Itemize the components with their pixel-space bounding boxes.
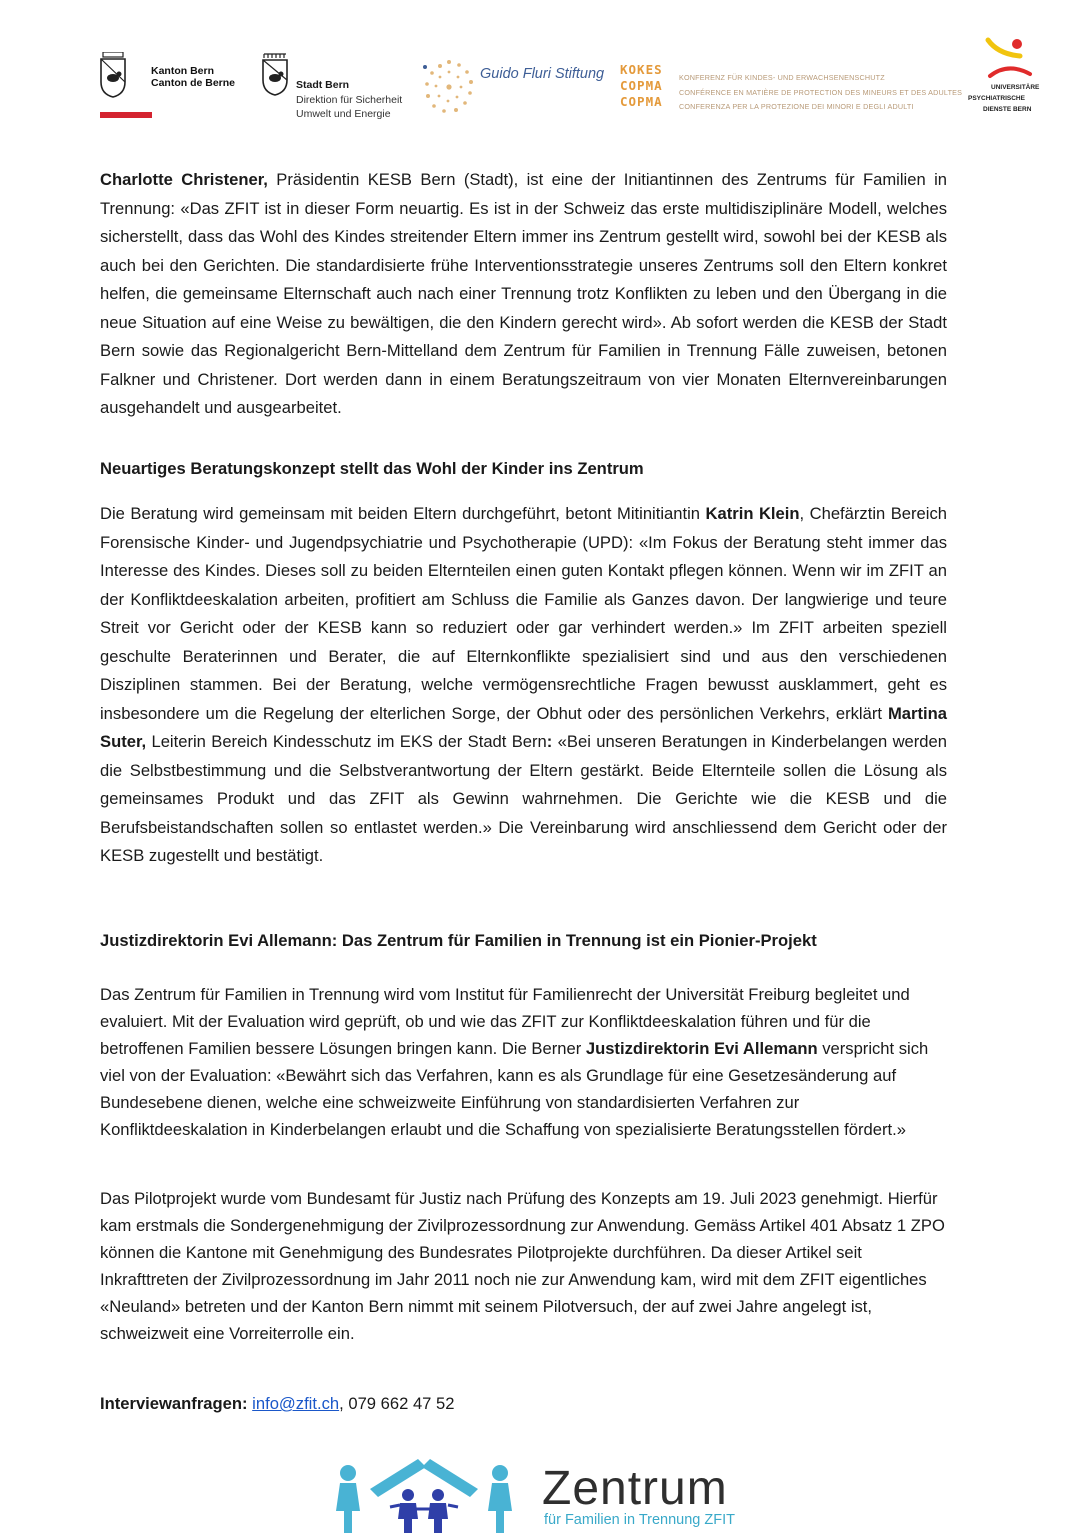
guido-fluri-stiftung-logo: [420, 58, 620, 118]
upd-logo: [968, 36, 1048, 121]
zfit-logo: [330, 1455, 770, 1536]
kokes-subtitle-de: KONFERENZ FÜR KINDES- UND ERWACHSENENSCHUTZ: [679, 73, 885, 82]
stadt-department-line1: Direktion für Sicherheit: [296, 94, 403, 106]
paragraph-text: , Chefärztin Bereich Forensische Kinder- und Jugendpsychiatrie und Psychotherapie (UPD): «Im Fokus der Beratung steht immer das Interesse des Kindes. Dieses soll zu beiden Elternteilen einen guten Kontakt pflegen können. Wenn wir im ZFIT an der Konfliktdeeskalation arbeiten, profitiert am Schluss die Familie als Ganzes davon. Der langwierige und teure Streit vor Gericht oder der KESB kann so reduziert oder gar verhindert werden.» Im ZFIT arbeiten speziell geschulte Beraterinnen und Berater, die auf Elternkonflikte spezialisiert sind und aus den verschiedenen Disziplinen stammen. Bei der Beratung, welche vermögensrechtliche Fragen bewusst ausklammert, geht es insbesondere um die Regelung der elterlichen Sorge, der Obhut oder des persönlichen Verkehrs, erklärt: [100, 504, 947, 723]
copma-label-1: COPMA: [620, 78, 663, 93]
stadt-name: Stadt Bern: [296, 79, 350, 91]
contact-label: Interviewanfragen:: [100, 1394, 248, 1413]
paragraph-text: verspricht sich viel von der Evaluation: «Bewährt sich das Verfahren, kann es als Grundlage für eine Gesetzesänderung auf Bundesebene dienen, welche eine schweizweite Einführung von standardisierten Verfahren zur Konfliktdeeskalation in Kinderbelangen erlaubt und die Schaffung von spezialisierte Beratungsstellen fördert.»: [100, 1039, 929, 1139]
paragraph-text: Das Zentrum für Familien in Trennung wird vom Institut für Familienrecht der Universität Freiburg begleitet und evaluiert. Mit der Evaluation wird geprüft, ob und wie das ZFIT zur Konfliktdeeskalation führen und für die betroffenen Familien bessere Lösungen bringen kann. Die Berner: [100, 985, 910, 1058]
kokes-copma-logo: [620, 63, 970, 113]
kokes-label: KOKES: [620, 62, 663, 77]
person-name: Martina Suter,: [100, 703, 947, 751]
person-name: Charlotte Christener,: [100, 170, 268, 189]
person-name: Katrin Klein: [705, 504, 800, 523]
zfit-wordmark: Zentrum: [542, 1462, 728, 1515]
paragraph-text: Leiterin Bereich Kindesschutz im EKS der Stadt Bern: [146, 732, 547, 751]
person-name: Justizdirektorin Evi Allemann: [585, 1039, 818, 1058]
paragraph-text: «Bei unseren Beratungen in Kinderbelangen werden die Selbstbestimmung und die Selbstverantwortung der Eltern gestärkt. Beide Elternteile sollen die Lösung als gemeinsames Produkt und das ZFIT als Gewinn wahrnehmen. Die Gerichte wie die KESB und die Berufsbeistandschaften sollen so entlastet werden.» Die Vereinbarung wird anschliessend dem Gericht oder der KESB zugestellt und bestätigt.: [100, 732, 947, 865]
paragraph-text: Präsidentin KESB Bern (Stadt), ist eine der Initiantinnen des Zentrums für Familien in Trennung: «Das ZFIT ist in dieser Form neuartig. Es ist in der Schweiz das erste multidisziplinäre Modell, welches sicherstellt, dass das Wohl des Kindes streitender Eltern immer ins Zentrum gestellt wird, sowohl bei der KESB als auch bei den Gerichten. Die standardisierte frühe Interventionsstrategie unseres Zentrums soll den Eltern konkret helfen, die gemeinsame Elternschaft auch nach einer Trennung trotz Konflikten zu leben und den Übergang in die neue Situation auf eine Weise zu bewältigen, die den Kindern gerecht wird». Ab sofort werden die KESB der Stadt Bern sowie das Regionalgericht Bern-Mittelland dem Zentrum für Familien in Trennung Fälle zuweisen, betonen Falkner und Christener. Dort werden dann in einem Beratungszeitraum von vier Monaten Elternvereinbarungen ausgehandelt und ausgearbeitet.: [100, 170, 947, 417]
kanton-accent-bar: [100, 112, 152, 118]
section-heading-beratungskonzept: Neuartiges Beratungskonzept stellt das Wohl der Kinder ins Zentrum: [100, 459, 644, 478]
upd-figure-icon: [968, 36, 1048, 84]
bern-coat-of-arms-icon: [98, 52, 128, 98]
upd-line2: PSYCHIATRISCHE: [968, 95, 1025, 102]
contact-line: [100, 1390, 947, 1419]
kokes-subtitle-fr: CONFÉRENCE EN MATIÈRE DE PROTECTION DES MINEURS ET DES ADULTES: [679, 88, 963, 97]
paragraph-evaluation: [100, 981, 947, 1143]
section-heading-pionier-projekt: Justizdirektorin Evi Allemann: Das Zentrum für Familien in Trennung ist ein Pionier-Projekt: [100, 931, 817, 950]
kokes-subtitle-it: CONFERENZA PER LA PROTEZIONE DEI MINORI E DEGLI ADULTI: [679, 102, 914, 111]
upd-line3: DIENSTE BERN: [983, 106, 1032, 113]
stadt-department-line2: Umwelt und Energie: [296, 108, 391, 120]
contact-email-link[interactable]: info@zfit.ch: [252, 1394, 340, 1413]
stadt-bern-logo: [260, 52, 430, 122]
paragraph-beratung: [100, 500, 947, 871]
kanton-name-fr: Canton de Berne: [151, 77, 236, 89]
zfit-subtitle: für Familien in Trennung ZFIT: [544, 1512, 735, 1528]
paragraph-christener: [100, 166, 947, 423]
fluri-name: Guido Fluri Stiftung: [480, 66, 605, 82]
paragraph-pilotprojekt: Das Pilotprojekt wurde vom Bundesamt für Justiz nach Prüfung des Konzepts am 19. Juli 2023 genehmigt. Hierfür kam erstmals die Sondergenehmigung der Zivilprozessordnung zur Anwendung. Gemäss Artikel 401 Absatz 1 ZPO können die Kantone mit Genehmigung des Bundesrates Pilotprojekte durchführen. Da dieser Artikel seit Inkrafttreten der Zivilprozessordnung im Jahr 2011 noch nie zur Anwendung kam, wird mit dem ZFIT eigentliches «Neuland» betreten und der Kanton Bern nimmt mit seinem Pilotversuch, der auf zwei Jahre angelegt ist, schweizweit eine Vorreiterrolle ein.: [100, 1189, 945, 1343]
kanton-name-de: Kanton Bern: [151, 65, 214, 77]
paragraph-text: Die Beratung wird gemeinsam mit beiden Eltern durchgeführt, betont Mitinitiantin: [100, 504, 706, 523]
dotted-circle-icon: [422, 58, 476, 116]
contact-phone: , 079 662 47 52: [339, 1394, 455, 1413]
colon: :: [546, 732, 553, 751]
copma-label-2: COPMA: [620, 94, 663, 109]
upd-line1: UNIVERSITÄRE: [991, 84, 1040, 91]
kanton-bern-logo: [98, 52, 258, 122]
bern-city-crest-icon: [260, 52, 290, 98]
family-figures-icon: [330, 1455, 535, 1536]
